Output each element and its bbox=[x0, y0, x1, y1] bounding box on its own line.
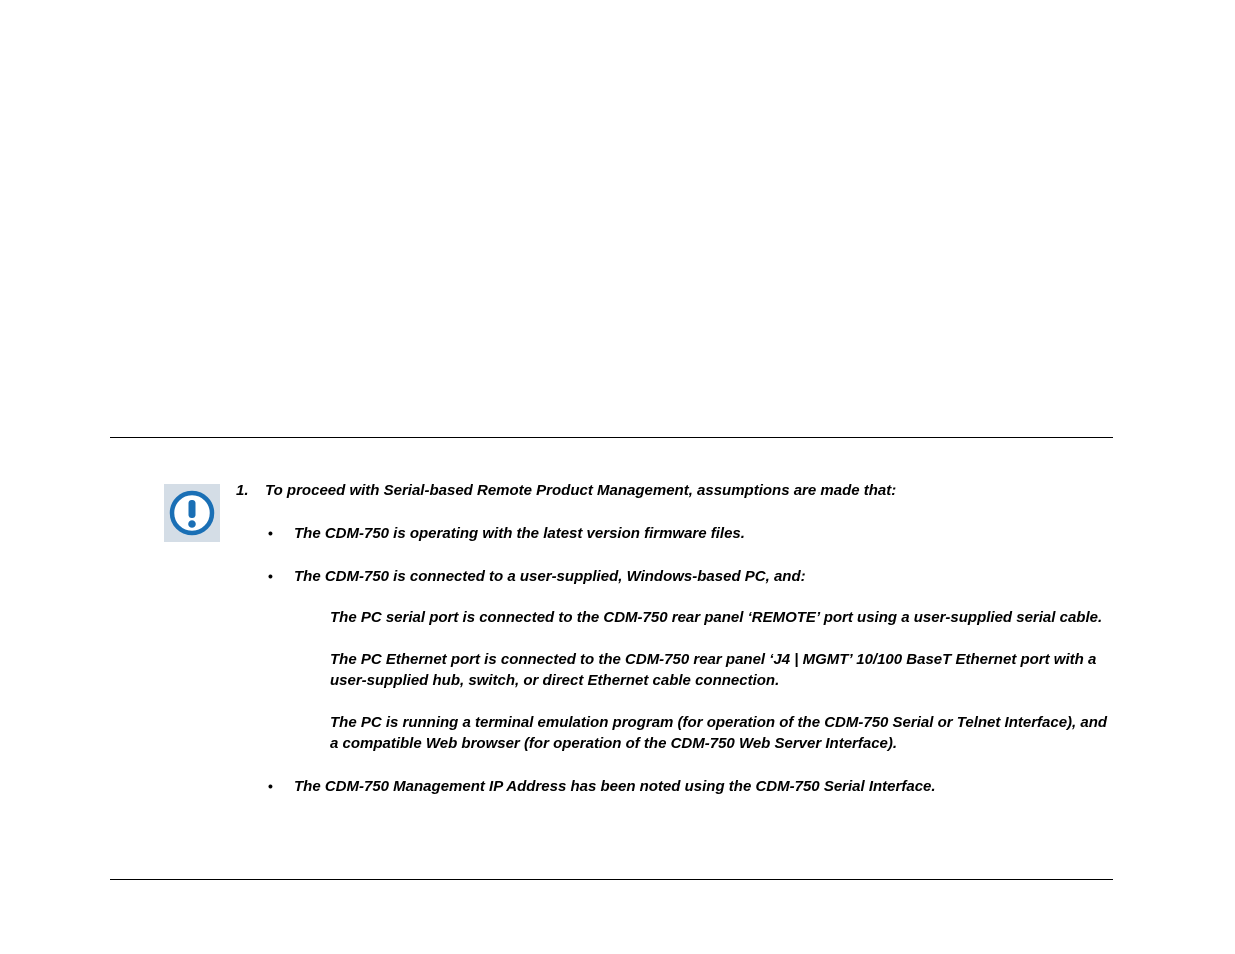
exclamation-circle-icon bbox=[164, 484, 220, 542]
sub-item-serial-port: The PC serial port is connected to the CDM-750 rear panel ‘REMOTE’ port using a user-supplied serial cable. bbox=[330, 609, 1103, 626]
top-divider bbox=[110, 437, 1113, 438]
sub-item-terminal-line1: The PC is running a terminal emulation program (for operation of the CDM-750 Serial or Telnet Interface), and bbox=[330, 714, 1108, 731]
sub-item-terminal-line2: a compatible Web browser (for operation of the CDM-750 Web Server Interface). bbox=[330, 735, 898, 752]
note-number: 1. bbox=[236, 482, 249, 499]
bullet-symbol: • bbox=[268, 778, 273, 794]
bullet-symbol: • bbox=[268, 568, 273, 584]
bullet-symbol: • bbox=[268, 525, 273, 541]
bullet-item-firmware: The CDM-750 is operating with the latest version firmware files. bbox=[294, 525, 745, 542]
bullet-item-pc-connection: The CDM-750 is connected to a user-supplied, Windows-based PC, and: bbox=[294, 568, 806, 585]
bullet-item-ip-address: The CDM-750 Management IP Address has been noted using the CDM-750 Serial Interface. bbox=[294, 778, 936, 795]
bottom-divider bbox=[110, 879, 1113, 880]
sub-item-ethernet-port-line2: user-supplied hub, switch, or direct Ethernet cable connection. bbox=[330, 672, 780, 689]
note-intro: To proceed with Serial-based Remote Product Management, assumptions are made that: bbox=[265, 482, 897, 499]
sub-item-ethernet-port-line1: The PC Ethernet port is connected to the CDM-750 rear panel ‘J4 | MGMT’ 10/100 BaseT Ethernet port with a bbox=[330, 651, 1097, 668]
